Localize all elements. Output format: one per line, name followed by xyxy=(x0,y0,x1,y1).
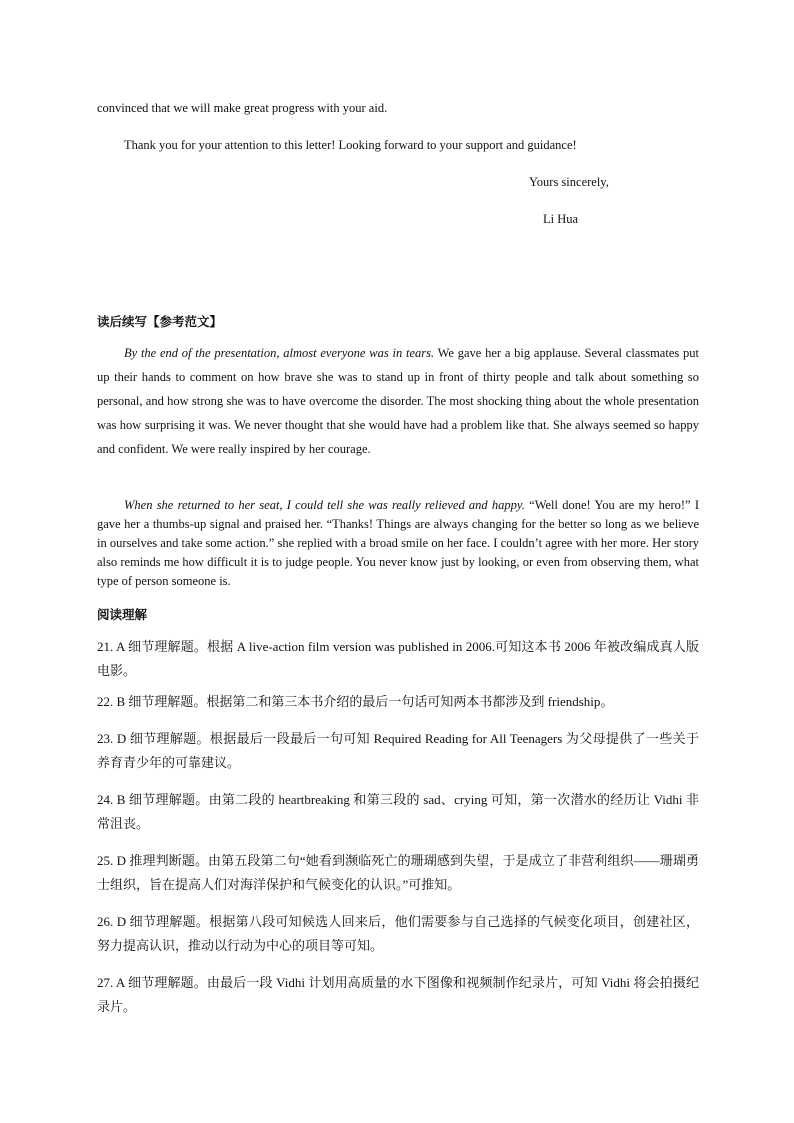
answer-24: 24. B 细节理解题。由第二段的 heartbreaking 和第三段的 sad、crying 可知，第一次潜水的经历让 Vidhi 非常沮丧。 xyxy=(97,792,699,831)
continuation-paragraph-2 xyxy=(97,496,699,591)
letter-line-1: convinced that we will make great progress with your aid. xyxy=(97,101,388,115)
continuation-paragraph-1 xyxy=(97,341,699,461)
paragraph-1-body: We gave her a big applause. Several classmates put up their hands to comment on how brave she was to stand up in front of thirty people and talk about something so personal, and how strong she was to have overcome the disorder. The most shocking thing about the whole presentation was how surprising it was. We never thought that she would have had a problem like that. She always seemed so happy and confident. We were really inspired by her courage. xyxy=(97,346,699,456)
letter-signature: Li Hua xyxy=(543,212,579,226)
paragraph-2-opening: When she returned to her seat, I could tell she was really relieved and happy. xyxy=(124,498,525,512)
answer-26: 26. D 细节理解题。根据第八段可知候选人回来后，他们需要参与自己选择的气候变化项目，创建社区，努力提高认识，推动以行动为中心的项目等可知。 xyxy=(97,914,699,953)
answer-25: 25. D 推理判断题。由第五段第二句“她看到濒临死亡的珊瑚感到失望，于是成立了非营利组织——珊瑚勇士组织，旨在提高人们对海洋保护和气候变化的认识。”可推知。 xyxy=(97,853,699,892)
paragraph-2-body: “Well done! You are my hero!” I gave her a thumbs-up signal and praised her. “Thanks! Things are always changing for the better so long as we believe in ourselves and take some action.” she replied with a broad smile on her face. I couldn’t agree with her more. Her story also reminds me how difficult it is to judge people. You never know just by looking, or even from observing them, what type of person someone is. xyxy=(97,498,699,588)
reading-heading: 阅读理解 xyxy=(97,607,148,622)
continuation-heading: 读后续写【参考范文】 xyxy=(97,314,223,329)
paragraph-1-opening: By the end of the presentation, almost everyone was in tears. xyxy=(124,346,435,360)
letter-line-2: Thank you for your attention to this letter! Looking forward to your support and guidance! xyxy=(124,138,577,152)
answer-21: 21. A 细节理解题。根据 A live-action film version was published in 2006.可知这本书 2006 年被改编成真人版电影。 xyxy=(97,639,699,678)
answer-23: 23. D 细节理解题。根据最后一段最后一句可知 Required Reading for All Teenagers 为父母提供了一些关于养育青少年的可靠建议。 xyxy=(97,731,699,770)
answer-27: 27. A 细节理解题。由最后一段 Vidhi 计划用高质量的水下图像和视频制作纪录片，可知 Vidhi 将会拍摄纪录片。 xyxy=(97,975,699,1014)
answer-22: 22. B 细节理解题。根据第二和第三本书介绍的最后一句话可知两本书都涉及到 friendship。 xyxy=(97,694,614,709)
letter-closing: Yours sincerely, xyxy=(529,175,609,189)
